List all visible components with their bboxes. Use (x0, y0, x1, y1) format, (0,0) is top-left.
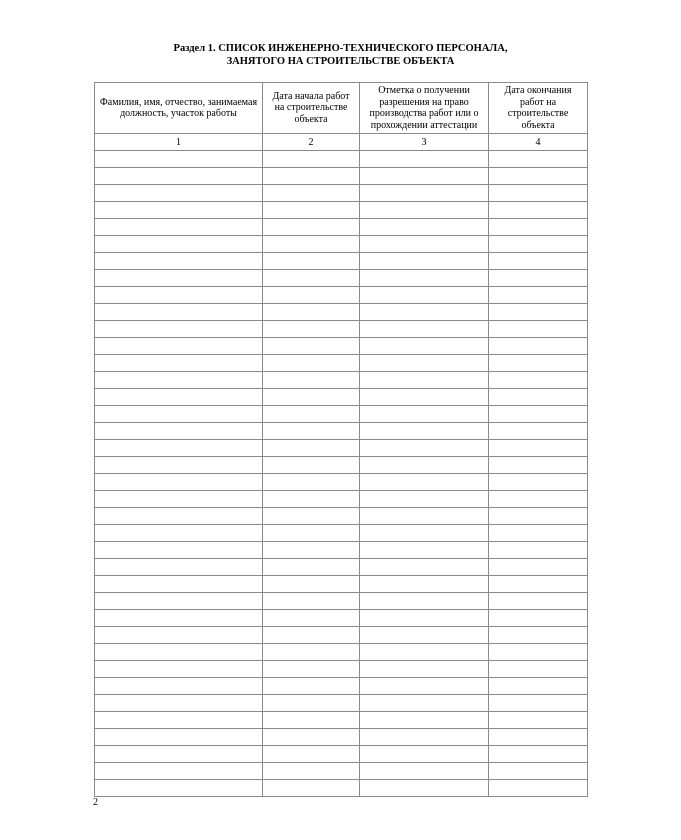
table-cell[interactable] (360, 695, 489, 712)
table-cell[interactable] (263, 185, 360, 202)
table-cell[interactable] (489, 423, 588, 440)
table-cell[interactable] (489, 593, 588, 610)
table-cell[interactable] (360, 389, 489, 406)
table-cell[interactable] (489, 372, 588, 389)
header-full-name: Фамилия, имя, отчество, занимаемая должность, участок работы (95, 83, 263, 134)
table-cell[interactable] (489, 763, 588, 780)
table-cell[interactable] (360, 457, 489, 474)
column-number: 1 (95, 134, 263, 151)
table-cell[interactable] (360, 168, 489, 185)
table-cell[interactable] (95, 593, 263, 610)
table-cell[interactable] (263, 372, 360, 389)
personnel-table (94, 82, 588, 797)
table-cell[interactable] (95, 542, 263, 559)
table-row (95, 780, 588, 797)
table-cell[interactable] (95, 576, 263, 593)
table-cell[interactable] (263, 236, 360, 253)
header-start-date: Дата начала работ на строительстве объекта (263, 83, 360, 134)
table-cell[interactable] (360, 151, 489, 168)
table-cell[interactable] (95, 406, 263, 423)
table-cell[interactable] (263, 219, 360, 236)
table-cell[interactable] (360, 661, 489, 678)
table-row (95, 253, 588, 270)
table-row (95, 695, 588, 712)
table-cell[interactable] (360, 406, 489, 423)
table-row (95, 593, 588, 610)
table-cell[interactable] (263, 661, 360, 678)
table-cell[interactable] (263, 270, 360, 287)
table-cell[interactable] (95, 304, 263, 321)
table-cell[interactable] (489, 746, 588, 763)
table-cell[interactable] (489, 644, 588, 661)
table-cell[interactable] (263, 712, 360, 729)
header-end-date: Дата окончания работ на строительстве объекта (489, 83, 588, 134)
table-cell[interactable] (360, 610, 489, 627)
table-cell[interactable] (489, 457, 588, 474)
table-row (95, 287, 588, 304)
table-cell[interactable] (360, 627, 489, 644)
table-cell[interactable] (95, 372, 263, 389)
column-number: 4 (489, 134, 588, 151)
table-row (95, 491, 588, 508)
table-cell[interactable] (360, 202, 489, 219)
table-cell[interactable] (360, 355, 489, 372)
table-cell[interactable] (489, 321, 588, 338)
column-number: 2 (263, 134, 360, 151)
table-cell[interactable] (489, 270, 588, 287)
table-row (95, 525, 588, 542)
table-cell[interactable] (95, 219, 263, 236)
table-cell[interactable] (263, 644, 360, 661)
table-cell[interactable] (489, 627, 588, 644)
table-cell[interactable] (263, 780, 360, 797)
table-cell[interactable] (489, 389, 588, 406)
table-row (95, 712, 588, 729)
table-row (95, 763, 588, 780)
table-cell[interactable] (263, 610, 360, 627)
table-cell[interactable] (95, 610, 263, 627)
table-cell[interactable] (95, 729, 263, 746)
table-row (95, 678, 588, 695)
table-row (95, 627, 588, 644)
table-cell[interactable] (360, 559, 489, 576)
column-number: 3 (360, 134, 489, 151)
table-cell[interactable] (263, 508, 360, 525)
table-cell[interactable] (489, 406, 588, 423)
table-cell[interactable] (95, 644, 263, 661)
table-row (95, 457, 588, 474)
table-cell[interactable] (360, 780, 489, 797)
table-row (95, 355, 588, 372)
table-row (95, 304, 588, 321)
table-cell[interactable] (263, 389, 360, 406)
table-cell[interactable] (263, 542, 360, 559)
table-cell[interactable] (95, 185, 263, 202)
table-cell[interactable] (360, 304, 489, 321)
table-cell[interactable] (95, 559, 263, 576)
table-cell[interactable] (95, 168, 263, 185)
table-cell[interactable] (360, 763, 489, 780)
table-cell[interactable] (489, 236, 588, 253)
table-cell[interactable] (489, 219, 588, 236)
table-cell[interactable] (95, 525, 263, 542)
table-cell[interactable] (263, 695, 360, 712)
table-cell[interactable] (489, 525, 588, 542)
table-cell[interactable] (489, 304, 588, 321)
table-cell[interactable] (95, 202, 263, 219)
table-cell[interactable] (360, 423, 489, 440)
table-cell[interactable] (360, 746, 489, 763)
table-cell[interactable] (263, 168, 360, 185)
table-row (95, 644, 588, 661)
table-row (95, 219, 588, 236)
table-row (95, 372, 588, 389)
table-cell[interactable] (263, 474, 360, 491)
table-cell[interactable] (95, 321, 263, 338)
page-number: 2 (93, 797, 98, 808)
table-cell[interactable] (263, 457, 360, 474)
table-cell[interactable] (263, 423, 360, 440)
table-cell[interactable] (360, 253, 489, 270)
table-cell[interactable] (263, 593, 360, 610)
table-row (95, 576, 588, 593)
table-cell[interactable] (489, 729, 588, 746)
table-cell[interactable] (489, 661, 588, 678)
table-cell[interactable] (95, 236, 263, 253)
table-row (95, 542, 588, 559)
table-cell[interactable] (95, 440, 263, 457)
table-cell[interactable] (489, 678, 588, 695)
table-row (95, 202, 588, 219)
table-cell[interactable] (489, 610, 588, 627)
table-cell[interactable] (95, 253, 263, 270)
table-row (95, 423, 588, 440)
table-cell[interactable] (95, 287, 263, 304)
table-cell[interactable] (263, 338, 360, 355)
table-row (95, 508, 588, 525)
table-cell[interactable] (263, 576, 360, 593)
header-permit-mark: Отметка о получении разрешения на право производства работ или о прохождении аттестации (360, 83, 489, 134)
table-cell[interactable] (360, 542, 489, 559)
table-cell[interactable] (360, 729, 489, 746)
table-cell[interactable] (95, 780, 263, 797)
table-cell[interactable] (489, 202, 588, 219)
table-row (95, 746, 588, 763)
table-cell[interactable] (263, 253, 360, 270)
table-row (95, 270, 588, 287)
table-cell[interactable] (360, 491, 489, 508)
table-cell[interactable] (263, 304, 360, 321)
table-cell[interactable] (95, 474, 263, 491)
empty-rows (95, 151, 588, 797)
table-row (95, 389, 588, 406)
table-cell[interactable] (360, 593, 489, 610)
table-cell[interactable] (263, 287, 360, 304)
table-cell[interactable] (263, 151, 360, 168)
table-cell[interactable] (489, 576, 588, 593)
table-cell[interactable] (489, 542, 588, 559)
table-cell[interactable] (263, 763, 360, 780)
table-cell[interactable] (95, 270, 263, 287)
table-cell[interactable] (360, 525, 489, 542)
section-title-line-1: Раздел 1. СПИСОК ИНЖЕНЕРНО-ТЕХНИЧЕСКОГО ПЕРСОНАЛА, (173, 43, 508, 54)
table-cell[interactable] (489, 491, 588, 508)
table-row (95, 661, 588, 678)
table-cell[interactable] (489, 338, 588, 355)
table-cell[interactable] (360, 236, 489, 253)
table-row (95, 151, 588, 168)
table-cell[interactable] (360, 644, 489, 661)
table-row (95, 610, 588, 627)
table-cell[interactable] (360, 678, 489, 695)
table-cell[interactable] (95, 678, 263, 695)
table-cell[interactable] (489, 508, 588, 525)
table-row (95, 321, 588, 338)
table-cell[interactable] (95, 355, 263, 372)
table-cell[interactable] (489, 712, 588, 729)
table-row (95, 559, 588, 576)
table-cell[interactable] (263, 406, 360, 423)
table-cell[interactable] (263, 729, 360, 746)
table-cell[interactable] (263, 491, 360, 508)
table-row (95, 168, 588, 185)
table-row (95, 440, 588, 457)
table-row (95, 236, 588, 253)
table-cell[interactable] (360, 712, 489, 729)
table-cell[interactable] (489, 440, 588, 457)
table-cell[interactable] (489, 253, 588, 270)
table-cell[interactable] (95, 423, 263, 440)
table-cell[interactable] (263, 627, 360, 644)
table-cell[interactable] (263, 525, 360, 542)
table-row (95, 729, 588, 746)
table-cell[interactable] (360, 576, 489, 593)
table-cell[interactable] (489, 355, 588, 372)
table-cell[interactable] (360, 219, 489, 236)
table-cell[interactable] (95, 746, 263, 763)
table-cell[interactable] (489, 168, 588, 185)
table-row (95, 406, 588, 423)
section-title (0, 42, 681, 68)
table-cell[interactable] (489, 780, 588, 797)
header-row (95, 83, 588, 134)
table-cell[interactable] (95, 763, 263, 780)
table-cell[interactable] (263, 202, 360, 219)
table-cell[interactable] (263, 746, 360, 763)
table-cell[interactable] (489, 287, 588, 304)
table-cell[interactable] (360, 338, 489, 355)
table-cell[interactable] (360, 185, 489, 202)
section-title-line-2: ЗАНЯТОГО НА СТРОИТЕЛЬСТВЕ ОБЪЕКТА (226, 56, 455, 67)
table-cell[interactable] (489, 474, 588, 491)
table-cell[interactable] (263, 559, 360, 576)
table-cell[interactable] (489, 695, 588, 712)
table-cell[interactable] (360, 474, 489, 491)
table-cell[interactable] (360, 508, 489, 525)
table-row (95, 474, 588, 491)
table-row (95, 338, 588, 355)
column-number-row (95, 134, 588, 151)
table-cell[interactable] (489, 185, 588, 202)
table-cell[interactable] (360, 372, 489, 389)
table-row (95, 185, 588, 202)
table-cell[interactable] (263, 440, 360, 457)
table-cell[interactable] (489, 151, 588, 168)
table-cell[interactable] (360, 321, 489, 338)
table-cell[interactable] (95, 508, 263, 525)
table-cell[interactable] (95, 389, 263, 406)
table-cell[interactable] (263, 355, 360, 372)
table-cell[interactable] (95, 151, 263, 168)
table-cell[interactable] (360, 287, 489, 304)
table-cell[interactable] (360, 270, 489, 287)
table-cell[interactable] (95, 661, 263, 678)
table-cell[interactable] (95, 627, 263, 644)
table-cell[interactable] (95, 338, 263, 355)
table-cell[interactable] (263, 321, 360, 338)
table-cell[interactable] (95, 457, 263, 474)
table-cell[interactable] (360, 440, 489, 457)
table-cell[interactable] (489, 559, 588, 576)
table-cell[interactable] (95, 695, 263, 712)
table-cell[interactable] (95, 491, 263, 508)
table-cell[interactable] (263, 678, 360, 695)
table-cell[interactable] (95, 712, 263, 729)
